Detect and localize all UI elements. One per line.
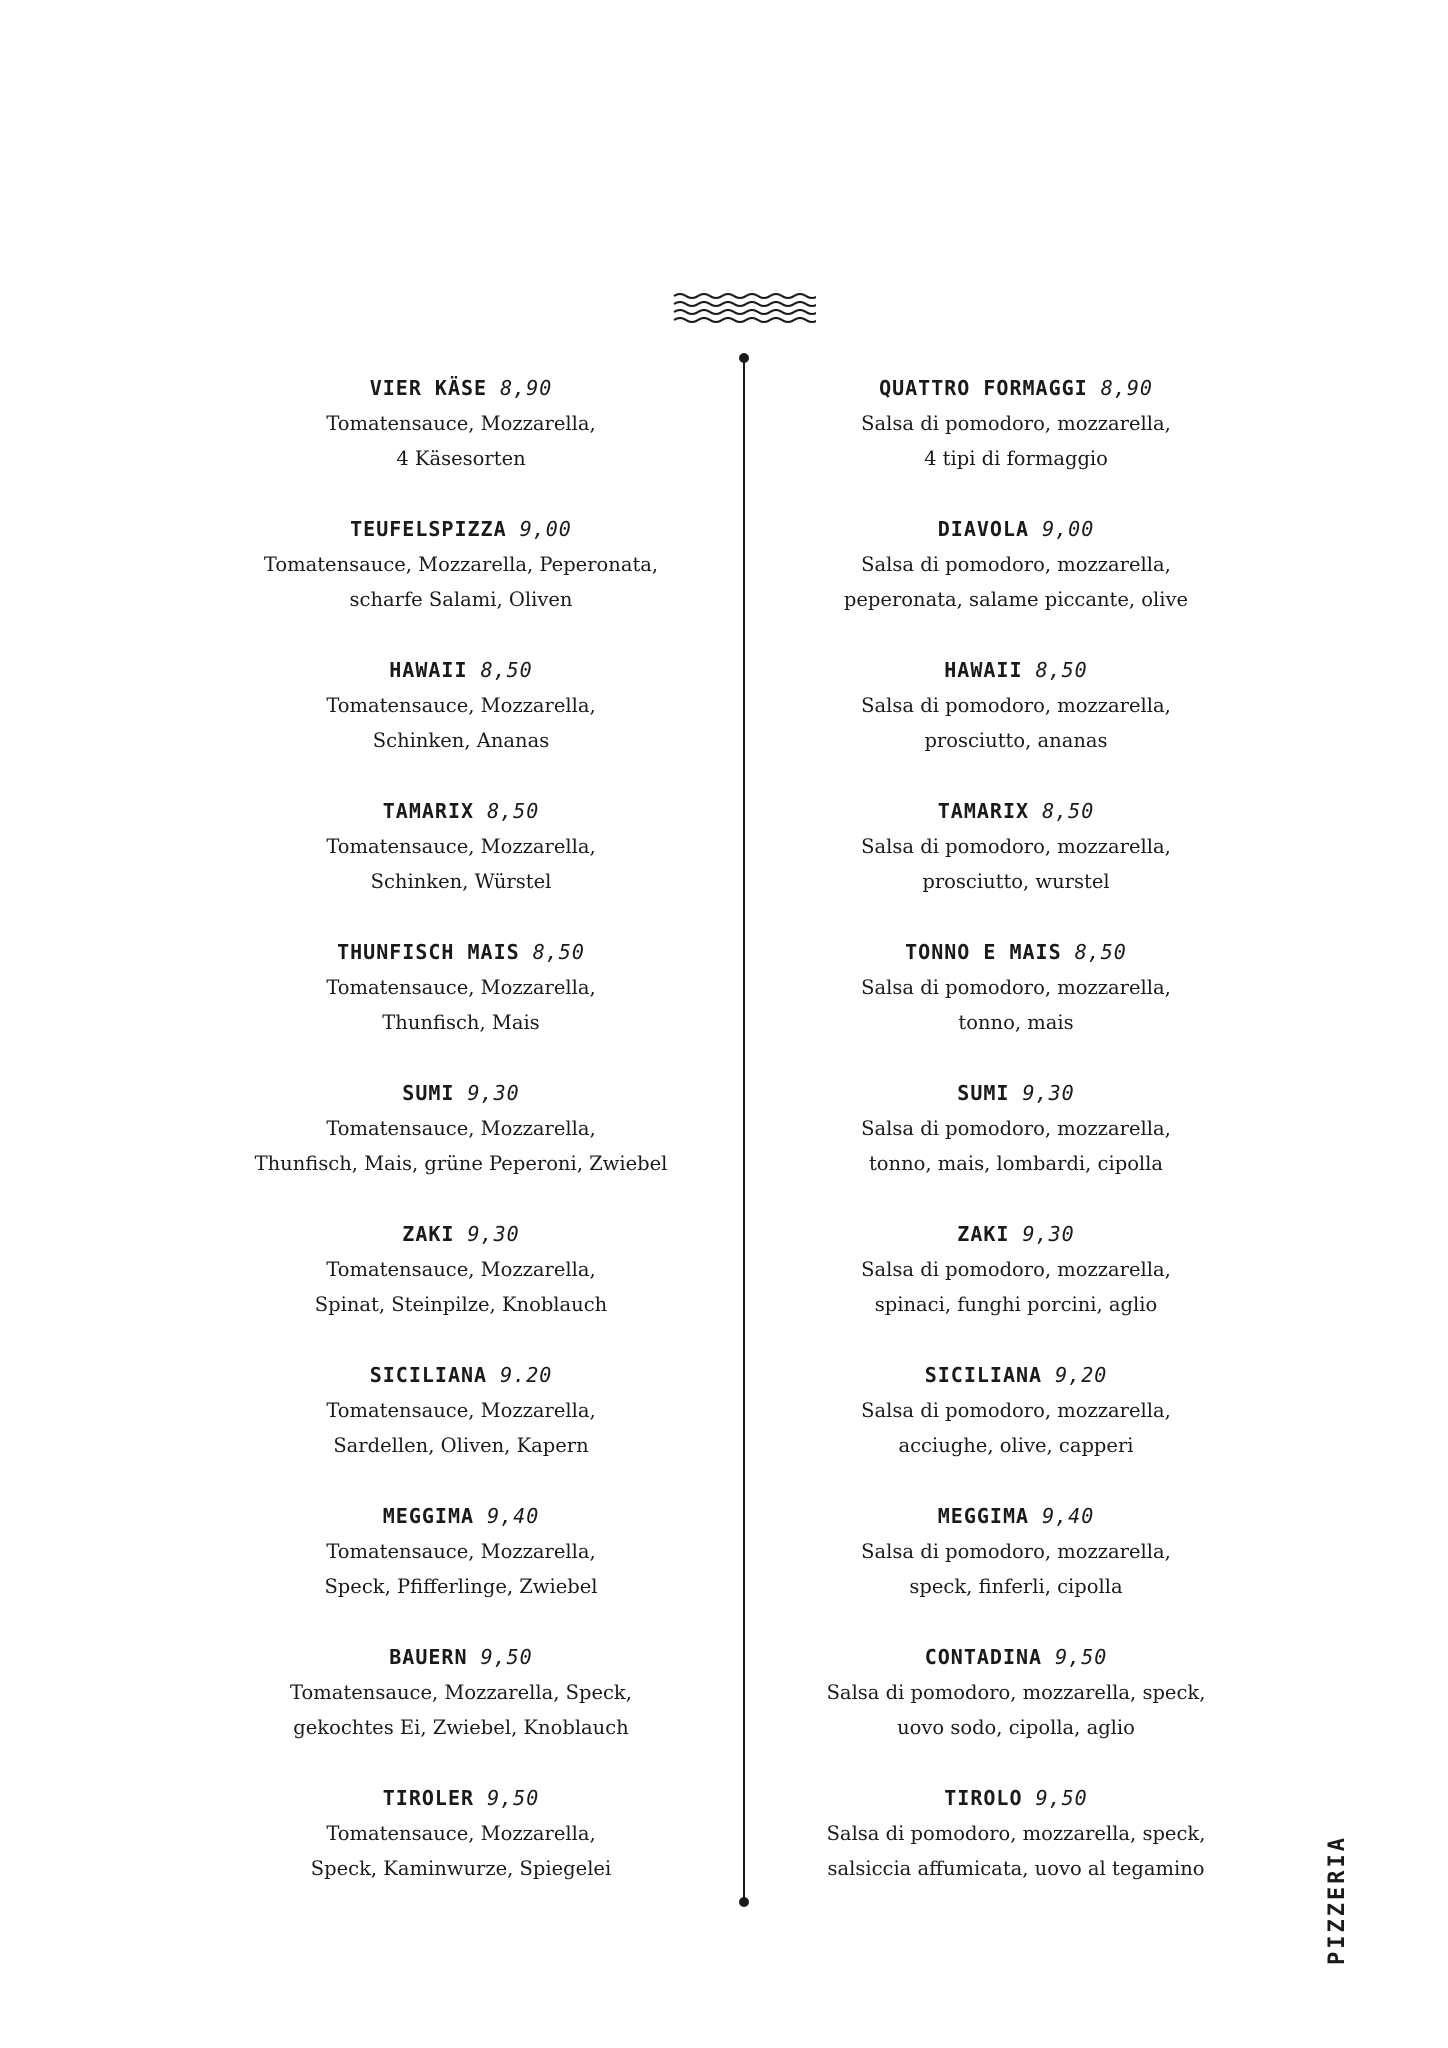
dish-name: TAMARIX	[382, 799, 475, 823]
waves-icon	[672, 290, 816, 324]
dish-ingredients-line: Tomatensauce, Mozzarella,	[326, 1258, 596, 1281]
dish-price: 9,30	[1022, 1081, 1075, 1105]
menu-item	[231, 1075, 691, 1216]
dish-price: 9,40	[1042, 1504, 1095, 1528]
dish-ingredients-line: Tomatensauce, Mozzarella,	[326, 835, 596, 858]
dish-ingredients-line: uovo sodo, cipolla, aglio	[897, 1716, 1135, 1739]
menu-item-title	[786, 1639, 1246, 1675]
menu-item-title	[786, 934, 1246, 970]
dish-name: MEGGIMA	[382, 1504, 475, 1528]
dish-name: BAUERN	[389, 1645, 468, 1669]
dish-name: SUMI	[957, 1081, 1010, 1105]
dish-name: TIROLER	[382, 1786, 475, 1810]
dish-name: SICILIANA	[924, 1363, 1043, 1387]
dish-ingredients-line: tonno, mais	[958, 1011, 1074, 1034]
dish-name: TIROLO	[944, 1786, 1023, 1810]
menu-item	[786, 370, 1246, 511]
menu-column-german	[231, 370, 691, 1921]
dish-ingredients-line: acciughe, olive, capperi	[898, 1434, 1134, 1457]
dish-ingredients-line: scharfe Salami, Oliven	[349, 588, 573, 611]
menu-item-title	[786, 370, 1246, 406]
menu-item	[786, 1075, 1246, 1216]
dish-ingredients-line: Tomatensauce, Mozzarella,	[326, 1399, 596, 1422]
dish-ingredients-line: Salsa di pomodoro, mozzarella,	[861, 412, 1171, 435]
menu-column-italian	[786, 370, 1246, 1921]
menu-item-title	[231, 1639, 691, 1675]
dish-price: 8,50	[487, 799, 540, 823]
menu-item-title	[231, 934, 691, 970]
dish-ingredients-line: Tomatensauce, Mozzarella, Peperonata,	[263, 553, 659, 576]
menu-item	[231, 934, 691, 1075]
dish-name: HAWAII	[389, 658, 468, 682]
dish-ingredients-line: Tomatensauce, Mozzarella,	[326, 1822, 596, 1845]
menu-item-title	[786, 1780, 1246, 1816]
menu-item	[231, 511, 691, 652]
menu-item-title	[786, 1216, 1246, 1252]
menu-item	[786, 934, 1246, 1075]
menu-item-title	[786, 1498, 1246, 1534]
dish-ingredients-line: speck, finferli, cipolla	[909, 1575, 1123, 1598]
dish-price: 8,50	[480, 658, 533, 682]
dish-name: ZAKI	[957, 1222, 1010, 1246]
menu-item	[786, 1216, 1246, 1357]
dish-price: 9,40	[487, 1504, 540, 1528]
menu-item	[786, 1357, 1246, 1498]
dish-price: 9.20	[500, 1363, 553, 1387]
menu-item	[231, 370, 691, 511]
column-divider	[737, 350, 751, 1910]
dish-ingredients-line: prosciutto, ananas	[924, 729, 1108, 752]
dish-ingredients-line: Speck, Kaminwurze, Spiegelei	[310, 1857, 612, 1880]
dish-ingredients-line: Salsa di pomodoro, mozzarella,	[861, 694, 1171, 717]
menu-item	[786, 1780, 1246, 1921]
dish-price: 9,50	[1055, 1645, 1108, 1669]
dish-name: MEGGIMA	[937, 1504, 1030, 1528]
menu-item-title	[231, 1498, 691, 1534]
menu-item	[786, 511, 1246, 652]
dish-name: THUNFISCH MAIS	[337, 940, 520, 964]
dish-ingredients-line: Tomatensauce, Mozzarella,	[326, 694, 596, 717]
menu-item	[786, 652, 1246, 793]
dish-price: 9,50	[1035, 1786, 1088, 1810]
menu-item	[231, 1780, 691, 1921]
dish-ingredients-line: Tomatensauce, Mozzarella,	[326, 976, 596, 999]
menu-item-title	[786, 1357, 1246, 1393]
dish-name: SICILIANA	[369, 1363, 488, 1387]
dish-ingredients-line: Salsa di pomodoro, mozzarella,	[861, 835, 1171, 858]
dish-price: 9,50	[480, 1645, 533, 1669]
dish-name: TAMARIX	[937, 799, 1030, 823]
dish-ingredients-line: Tomatensauce, Mozzarella,	[326, 1540, 596, 1563]
dish-price: 9,00	[1042, 517, 1095, 541]
dish-ingredients-line: 4 tipi di formaggio	[924, 447, 1108, 470]
dish-name: DIAVOLA	[937, 517, 1030, 541]
dish-name: TEUFELSPIZZA	[350, 517, 507, 541]
dish-name: CONTADINA	[924, 1645, 1043, 1669]
dish-ingredients-line: Salsa di pomodoro, mozzarella,	[861, 1399, 1171, 1422]
dish-name: SUMI	[402, 1081, 455, 1105]
dish-ingredients-line: Salsa di pomodoro, mozzarella,	[861, 1540, 1171, 1563]
menu-item	[786, 1639, 1246, 1780]
dish-price: 8,50	[1035, 658, 1088, 682]
dish-ingredients-line: Salsa di pomodoro, mozzarella,	[861, 553, 1171, 576]
menu-item-title	[786, 511, 1246, 547]
dish-price: 8,50	[1042, 799, 1095, 823]
dish-ingredients-line: Tomatensauce, Mozzarella, Speck,	[290, 1681, 632, 1704]
menu-item-title	[786, 1075, 1246, 1111]
dish-name: ZAKI	[402, 1222, 455, 1246]
menu-item	[786, 1498, 1246, 1639]
dish-ingredients-line: Tomatensauce, Mozzarella,	[326, 412, 596, 435]
dish-ingredients-line: Salsa di pomodoro, mozzarella, speck,	[826, 1681, 1206, 1704]
dish-ingredients-line: Salsa di pomodoro, mozzarella,	[861, 1117, 1171, 1140]
dish-ingredients-line: Schinken, Würstel	[370, 870, 552, 893]
menu-item-title	[231, 1075, 691, 1111]
menu-item	[231, 793, 691, 934]
dish-ingredients-line: Salsa di pomodoro, mozzarella, speck,	[826, 1822, 1206, 1845]
menu-item-title	[231, 652, 691, 688]
menu-item	[231, 1357, 691, 1498]
dish-ingredients-line: Tomatensauce, Mozzarella,	[326, 1117, 596, 1140]
dish-ingredients-line: salsiccia affumicata, uovo al tegamino	[827, 1857, 1205, 1880]
dish-ingredients-line: Spinat, Steinpilze, Knoblauch	[314, 1293, 608, 1316]
menu-item	[231, 652, 691, 793]
dish-ingredients-line: Sardellen, Oliven, Kapern	[333, 1434, 589, 1457]
menu-item	[786, 793, 1246, 934]
dish-ingredients-line: Thunfisch, Mais, grüne Peperoni, Zwiebel	[254, 1152, 668, 1175]
menu-item-title	[231, 1780, 691, 1816]
dish-price: 8,90	[500, 376, 553, 400]
menu-item-title	[231, 370, 691, 406]
dish-ingredients-line: prosciutto, wurstel	[922, 870, 1110, 893]
dish-price: 9,30	[467, 1081, 520, 1105]
dish-ingredients-line: Salsa di pomodoro, mozzarella,	[861, 976, 1171, 999]
menu-item	[231, 1216, 691, 1357]
section-label: PIZZERIA	[1325, 1835, 1350, 1965]
dish-price: 9,00	[519, 517, 572, 541]
dish-name: QUATTRO FORMAGGI	[879, 376, 1088, 400]
menu-item-title	[231, 1357, 691, 1393]
dish-ingredients-line: Thunfisch, Mais	[382, 1011, 540, 1034]
dish-price: 8,50	[1074, 940, 1127, 964]
dish-price: 8,90	[1100, 376, 1153, 400]
menu-item	[231, 1498, 691, 1639]
dish-ingredients-line: Salsa di pomodoro, mozzarella,	[861, 1258, 1171, 1281]
dish-ingredients-line: Speck, Pfifferlinge, Zwiebel	[324, 1575, 598, 1598]
dish-price: 9,20	[1055, 1363, 1108, 1387]
menu-item-title	[231, 511, 691, 547]
dish-name: HAWAII	[944, 658, 1023, 682]
dish-name: TONNO E MAIS	[905, 940, 1062, 964]
dish-ingredients-line: peperonata, salame piccante, olive	[843, 588, 1189, 611]
dish-ingredients-line: spinaci, funghi porcini, aglio	[874, 1293, 1158, 1316]
menu-item-title	[231, 1216, 691, 1252]
dish-name: VIER KÄSE	[369, 376, 488, 400]
dish-price: 9,30	[467, 1222, 520, 1246]
menu-item-title	[786, 793, 1246, 829]
dish-price: 9,30	[1022, 1222, 1075, 1246]
dish-ingredients-line: Schinken, Ananas	[372, 729, 550, 752]
dish-ingredients-line: gekochtes Ei, Zwiebel, Knoblauch	[293, 1716, 629, 1739]
menu-item	[231, 1639, 691, 1780]
menu-item-title	[231, 793, 691, 829]
dish-ingredients-line: 4 Käsesorten	[396, 447, 526, 470]
dish-ingredients-line: tonno, mais, lombardi, cipolla	[868, 1152, 1164, 1175]
dish-price: 9,50	[487, 1786, 540, 1810]
menu-item-title	[786, 652, 1246, 688]
dish-price: 8,50	[532, 940, 585, 964]
